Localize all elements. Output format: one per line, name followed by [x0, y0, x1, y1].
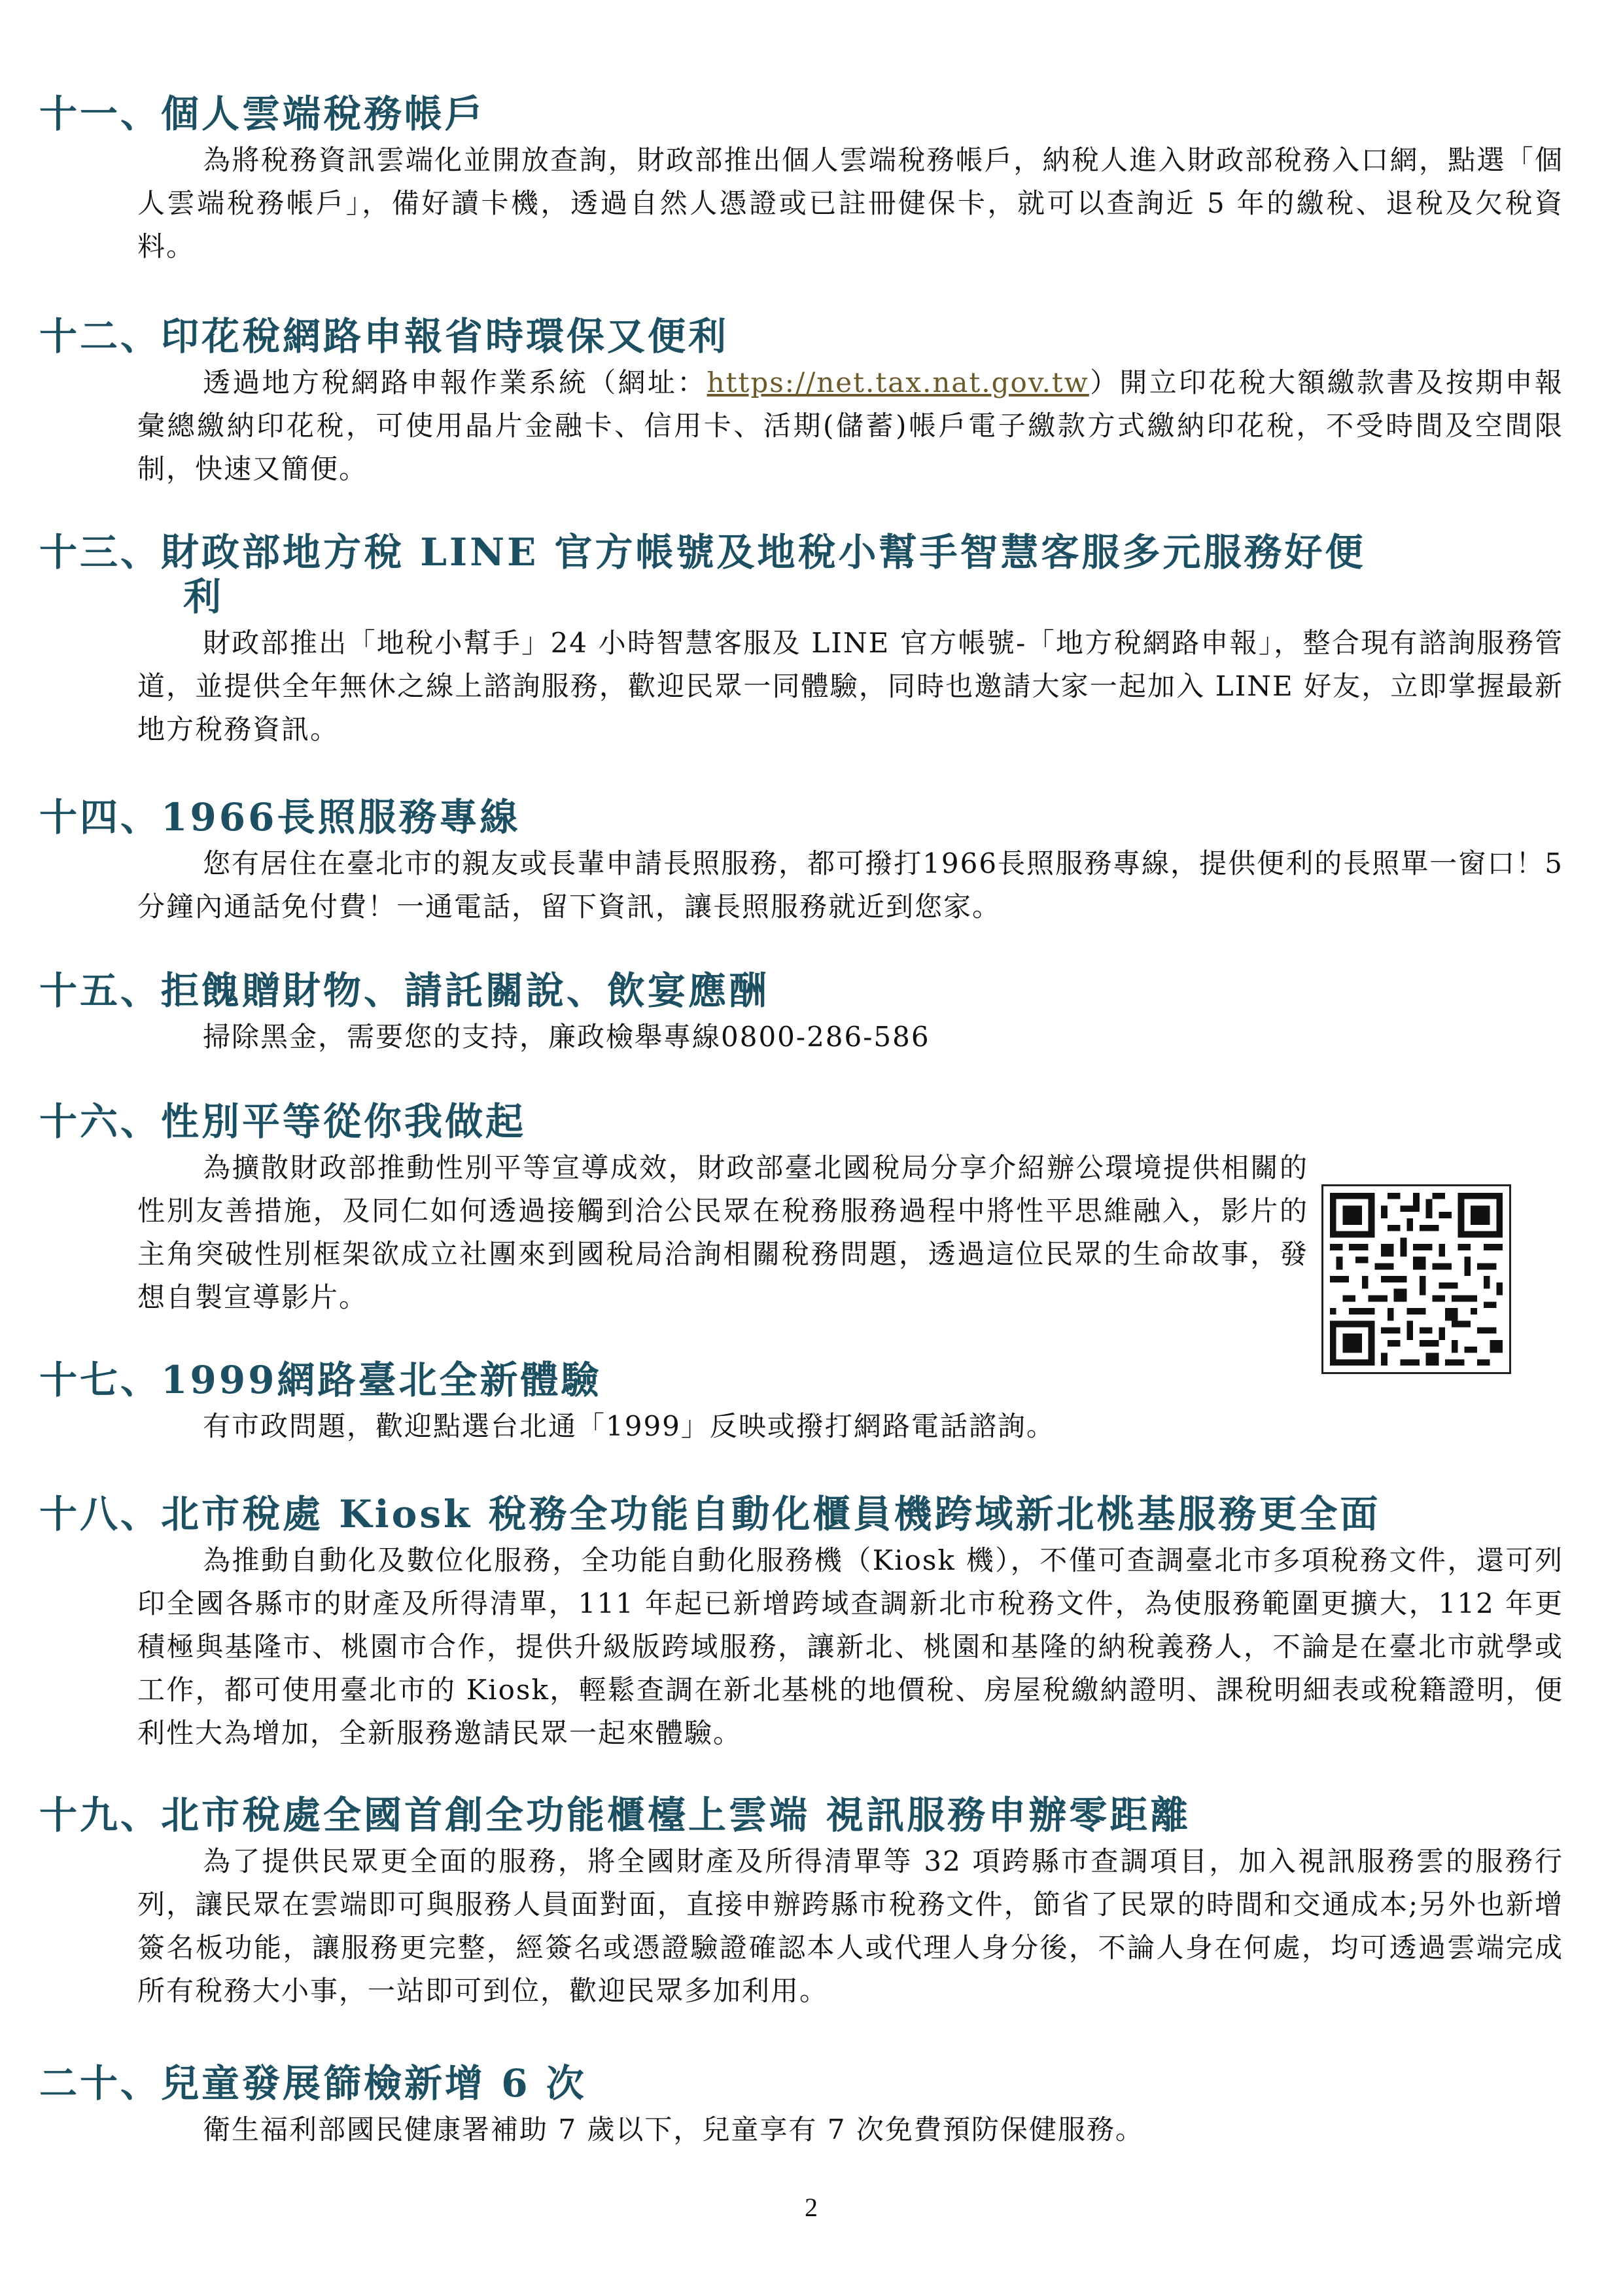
section-12 [39, 314, 1563, 491]
section-14 [39, 795, 1563, 928]
section-20 [39, 2061, 1563, 2151]
section-13 [39, 530, 1563, 751]
section-16 [39, 1099, 1563, 1319]
section-number: 十七、 [39, 1358, 162, 1402]
section-19 [39, 1793, 1563, 2013]
section-number: 十二、 [39, 314, 162, 359]
section-heading [39, 92, 1563, 136]
section-heading [39, 314, 1563, 359]
section-heading [39, 1358, 1563, 1402]
section-body: 財政部推出「地稅小幫手」24 小時智慧客服及 LINE 官方帳號-「地方稅網路申報」，整合現有諮詢服務管道，並提供全年無休之線上諮詢服務，歡迎民眾一同體驗，同時也邀請大家一起加入 LINE 好友，立即掌握最新地方稅務資訊。 [137, 627, 1563, 745]
section-heading [39, 1492, 1563, 1536]
section-heading [39, 1099, 1563, 1144]
section-number: 十六、 [39, 1099, 162, 1144]
section-title: 北市稅處全國首創全功能櫃檯上雲端 視訊服務申辦零距離 [161, 1793, 1191, 1837]
section-body: 為將稅務資訊雲端化並開放查詢，財政部推出個人雲端稅務帳戶，納稅人進入財政部稅務入口網，點選「個人雲端稅務帳戶」，備好讀卡機，透過自然人憑證或已註冊健保卡，就可以查詢近 5 年的繳稅、退稅及欠稅資料。 [137, 144, 1563, 262]
section-title: 兒童發展篩檢新增 6 次 [161, 2061, 587, 2106]
section-title: 北市稅處 Kiosk 稅務全功能自動化櫃員機跨域新北桃基服務更全面 [161, 1492, 1381, 1536]
page-number: 2 [805, 2193, 818, 2222]
section-body: 有市政問題，歡迎點選台北通「1999」反映或撥打網路電話諮詢。 [203, 1410, 1055, 1442]
section-heading [39, 530, 1563, 619]
section-body [137, 361, 1563, 491]
section-heading [39, 795, 1563, 839]
section-number: 十九、 [39, 1793, 162, 1837]
qr-code-icon [1323, 1186, 1509, 1372]
qr-code[interactable] [1321, 1184, 1511, 1374]
section-heading [39, 1793, 1563, 1837]
section-number: 十五、 [39, 968, 162, 1013]
section-body: 為了提供民眾更全面的服務，將全國財產及所得清單等 32 項跨縣市查調項目，加入視訊服務雲的服務行列，讓民眾在雲端即可與服務人員面對面，直接申辦跨縣市稅務文件，節省了民眾的時間和交通成本;另外也新增簽名板功能，讓服務更完整，經簽名或憑證驗證確認本人或代理人身分後，不論人身在何處，均可透過雲端完成所有稅務大小事，一站即可到位，歡迎民眾多加利用。 [137, 1845, 1563, 2007]
section-number: 二十、 [39, 2061, 162, 2106]
section-15 [39, 968, 1563, 1059]
section-number: 十八、 [39, 1492, 162, 1536]
tax-site-link[interactable]: https://net.tax.nat.gov.tw [707, 366, 1089, 398]
section-body: 掃除黑金，需要您的支持，廉政檢舉專線0800-286-586 [203, 1021, 930, 1053]
section-title: 1999網路臺北全新體驗 [161, 1358, 602, 1402]
section-number: 十三、 [39, 530, 162, 574]
section-body: 您有居住在臺北市的親友或長輩申請長照服務，都可撥打1966長照服務專線，提供便利的長照單一窗口！5分鐘內通話免付費！一通電話，留下資訊，讓長照服務就近到您家。 [137, 847, 1563, 923]
section-title: 個人雲端稅務帳戶 [161, 92, 486, 136]
section-heading [39, 968, 1563, 1013]
section-heading [39, 2061, 1563, 2106]
section-body: 為擴散財政部推動性別平等宣導成效，財政部臺北國稅局分享介紹辦公環境提供相關的性別友善措施，及同仁如何透過接觸到洽公民眾在稅務服務過程中將性平思維融入，影片的主角突破性別框架欲成立社團來到國稅局洽詢相關稅務問題，透過這位民眾的生命故事，發想自製宣導影片。 [137, 1152, 1308, 1313]
section-18 [39, 1492, 1563, 1755]
section-number: 十一、 [39, 92, 162, 136]
section-number: 十四、 [39, 795, 162, 839]
body-text-before: 透過地方稅網路申報作業系統（網址： [203, 366, 707, 398]
section-title: 印花稅網路申報省時環保又便利 [161, 314, 729, 359]
body-text-after: ）開立印花稅大額繳款書及按期申報彙總繳納印花稅，可使用晶片金融卡、信用卡、活期(儲蓄)帳戶電子繳款方式繳納印花稅，不受時間及空間限制，快速又簡便。 [137, 366, 1563, 485]
section-title: 性別平等從你我做起 [161, 1099, 527, 1144]
section-title: 財政部地方稅 LINE 官方帳號及地稅小幫手智慧客服多元服務好便 [161, 530, 1366, 574]
section-title: 1966長照服務專線 [161, 795, 521, 839]
section-title: 拒餽贈財物、請託關說、飲宴應酬 [161, 968, 770, 1013]
section-11 [39, 92, 1563, 268]
section-title-continued: 利 [183, 574, 224, 619]
section-17 [39, 1358, 1563, 1448]
section-body: 衛生福利部國民健康署補助 7 歲以下，兒童享有 7 次免費預防保健服務。 [203, 2113, 1144, 2146]
section-body: 為推動自動化及數位化服務，全功能自動化服務機（Kiosk 機），不僅可查調臺北市多項稅務文件，還可列印全國各縣市的財產及所得清單，111 年起已新增跨域查調新北市稅務文件，為使服務範圍更擴大，112 年更積極與基隆市、桃園市合作，提供升級版跨域服務，讓新北、桃園和基隆的納稅義務人，不論是在臺北市就學或工作，都可使用臺北市的 Kiosk，輕鬆查調在新北基桃的地價稅、房屋稅繳納證明、課稅明細表或稅籍證明，便利性大為增加，全新服務邀請民眾一起來體驗。 [137, 1544, 1563, 1749]
